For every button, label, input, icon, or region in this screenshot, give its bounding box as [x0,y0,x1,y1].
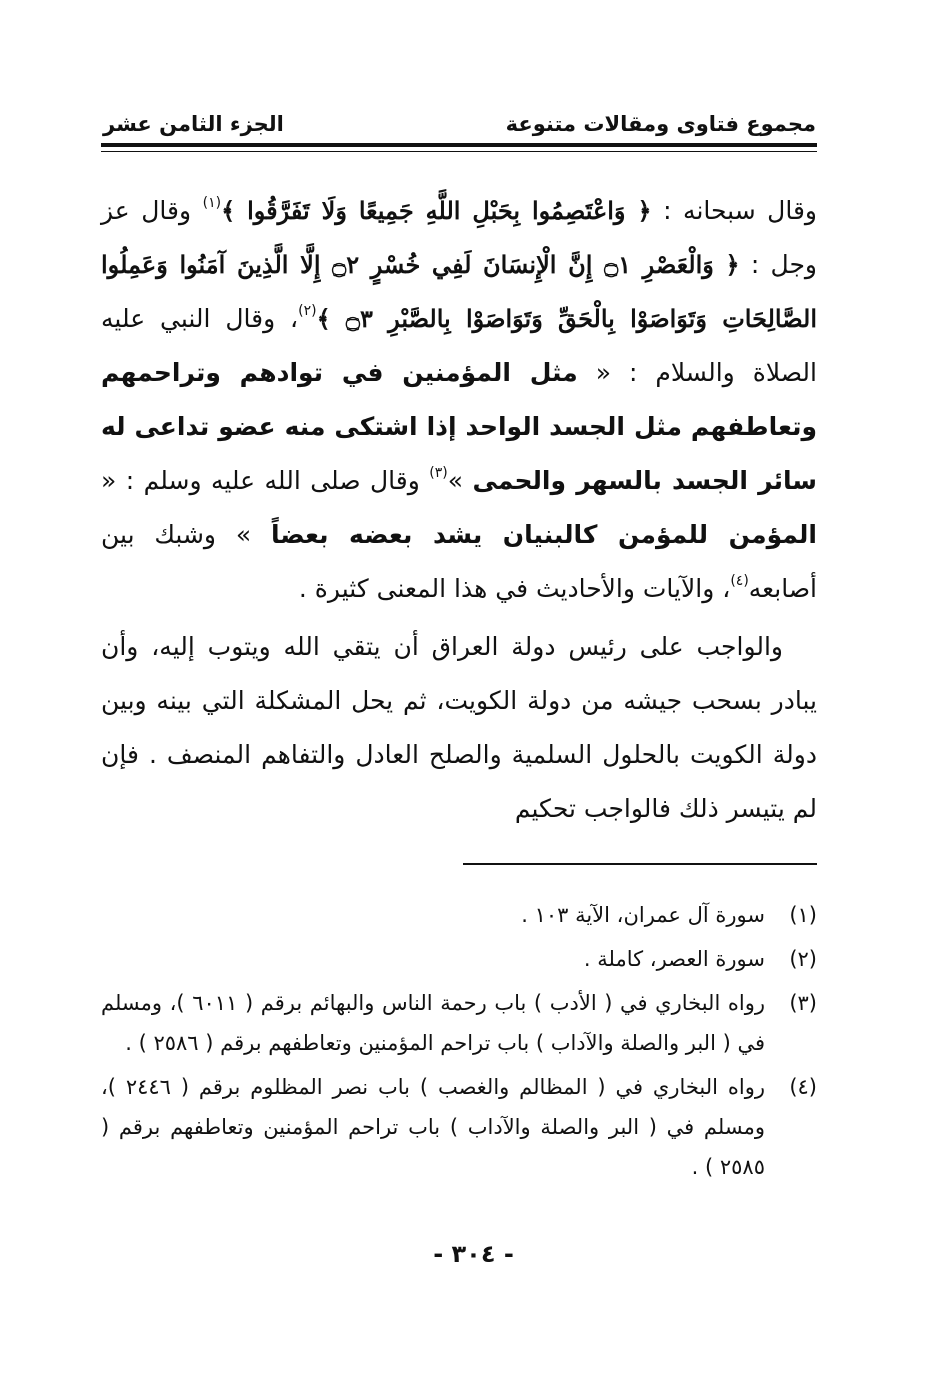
quran-verse-2: ﴿ وَالْعَصْرِ ۝١ إِنَّ الْإِنسَانَ لَفِي خُسْرٍ ۝٢ إِلَّا الَّذِينَ آمَنُوا وَعَمِلُوا الصَّالِحَاتِ وَتَوَاصَوْا بِالْحَقِّ وَتَوَاصَوْا بِالصَّبْرِ ۝٣ ﴾ [101,250,818,333]
header-rule-thick [101,143,817,147]
running-header [103,108,816,140]
text-segment: وقال سبحانه : [651,196,817,225]
footnote-text: رواه البخاري في ( الأدب ) باب رحمة الناس والبهائم برقم ( ٦٠١١ )، ومسلم في ( البر والصلة والآداب ) باب تراحم المؤمنين وتعاطفهم برقم ( ٢٥٨٦ ) . [101,991,766,1055]
text-segment: ، وقال النبي عليه الصلاة والسلام : « [101,304,817,387]
footnote-number: (٣) [789,991,817,1015]
footnote-item [101,939,817,979]
footnotes [101,895,817,1191]
footnote-text: سورة العصر، كاملة . [583,947,765,971]
footnote-number: (٤) [789,1075,817,1099]
footnote-number: (١) [789,903,817,927]
text-segment: وقال عز وجل : [101,196,817,279]
footnote-text: سورة آل عمران، الآية ١٠٣ . [521,903,765,927]
book-title: مجموع فتاوى ومقالات متنوعة [505,112,816,136]
footnote-text: رواه البخاري في ( المظالم والغصب ) باب نصر المظلوم برقم ( ٢٤٤٦ )، ومسلم في ( البر والصلة والآداب ) باب تراحم المؤمنين وتعاطفهم برقم ( ٢٥٨٥ ) . [101,1075,765,1179]
footnote-item [101,983,817,1063]
paragraph-1 [101,184,817,616]
footnote-separator [463,863,817,865]
footnote-ref-2: (٢) [298,303,317,319]
hadith-2: المؤمن للمؤمن كالبنيان يشد بعضه بعضاً [270,520,817,549]
footnote-ref-3: (٣) [429,465,448,481]
header-rule-thin [101,151,817,152]
footnote-ref-1: (١) [202,195,222,211]
paragraph-2: والواجب على رئيس دولة العراق أن يتقي الله ويتوب إليه، وأن يبادر بسحب جيشه من دولة الكويت، ثم يحل المشكلة التي بينه وبين دولة الكويت بالحلول السلمية والصلح العادل والتفاهم المنصف . فإن لم يتيسر ذلك فالواجب تحكيم [101,632,817,823]
main-text [101,184,817,836]
text-segment: » وشبك بين أصابعه [101,520,817,603]
footnote-ref-4: (٤) [730,573,749,589]
text-segment: وقال صلى الله عليه وسلم : « [101,466,430,495]
text-segment: » [447,466,473,495]
footnote-item [101,1067,817,1187]
volume-label: الجزء الثامن عشر [103,112,284,136]
page-number: - ٣٠٤ - [433,1240,514,1268]
text-segment: ، والآيات والأحاديث في هذا المعنى كثيرة . [298,574,731,603]
footnote-number: (٢) [789,947,817,971]
footnote-item [101,895,817,935]
hadith-1: مثل المؤمنين في توادهم وتراحمهم وتعاطفهم مثل الجسد الواحد إذا اشتكى منه عضو تداعى له سائر الجسد بالسهر والحمى [101,358,817,495]
quran-verse-1: ﴿ وَاعْتَصِمُوا بِحَبْلِ اللَّهِ جَمِيعًا وَلَا تَفَرَّقُوا ﴾ [221,196,652,225]
